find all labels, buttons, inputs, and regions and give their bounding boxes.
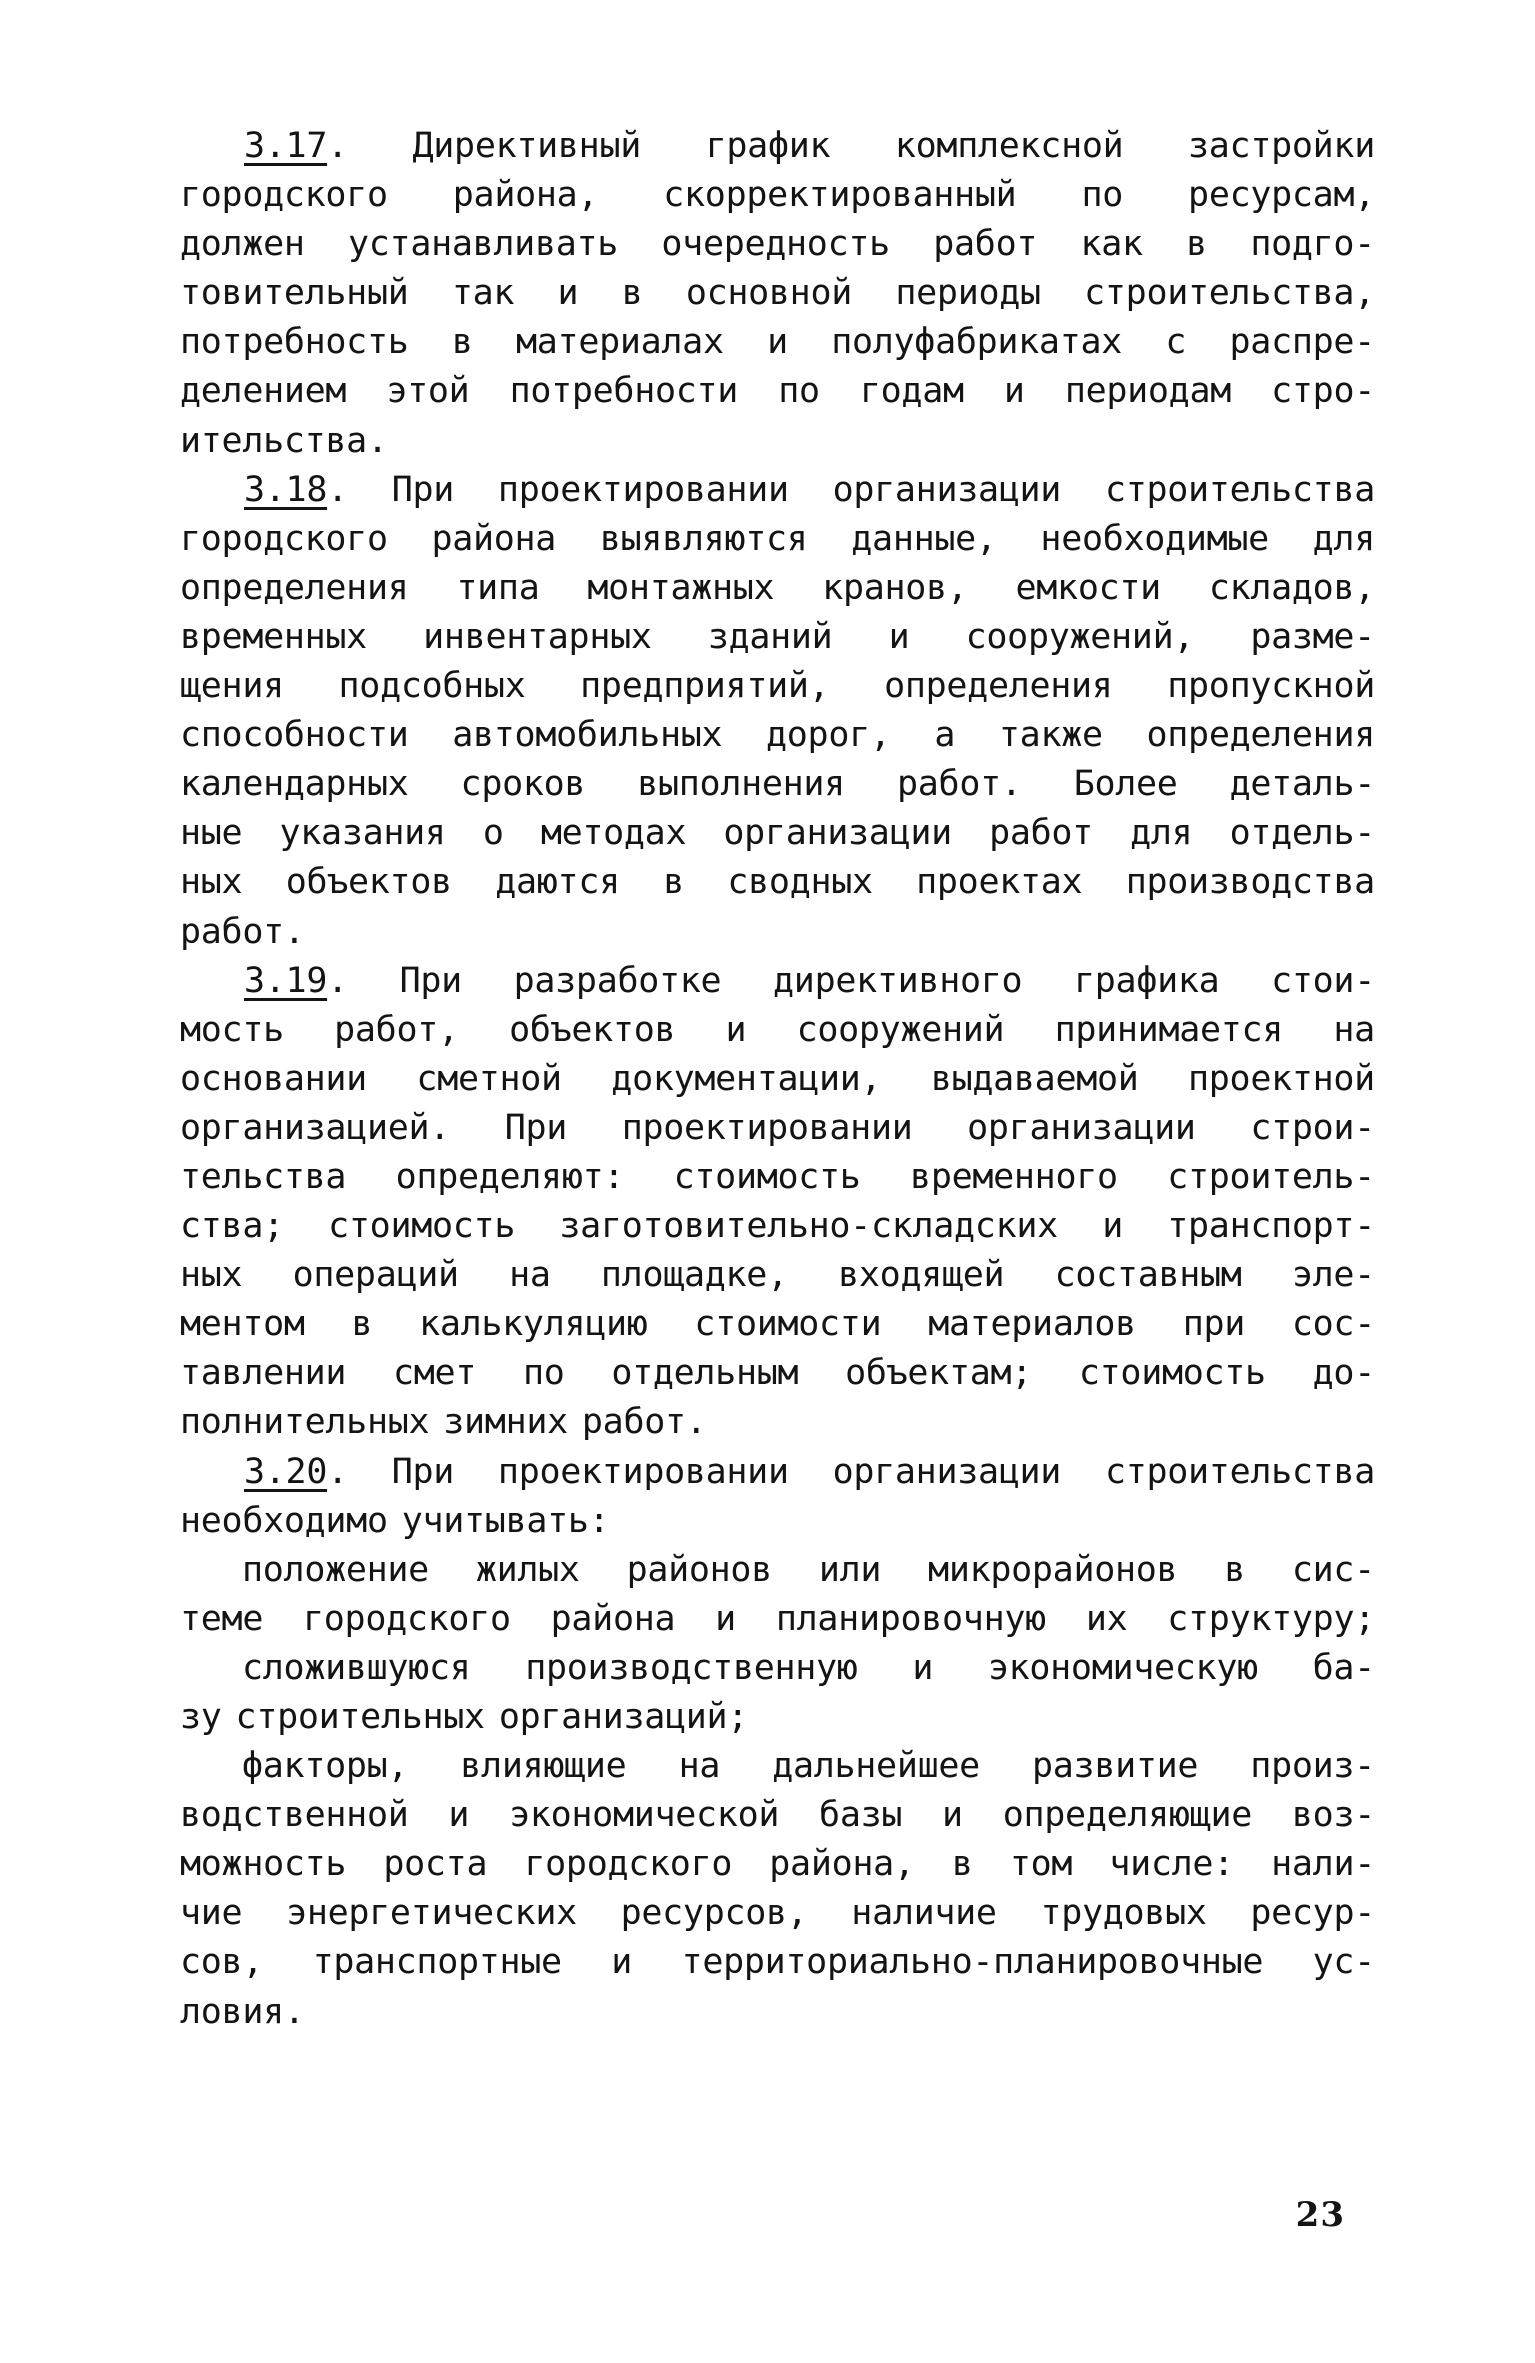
word: Директивный xyxy=(412,126,641,166)
word: развитие xyxy=(1032,1746,1199,1787)
paragraph-3-19 xyxy=(180,957,1375,1448)
word: ресурсов, xyxy=(620,1893,808,1934)
word: ные xyxy=(180,813,243,854)
word: жилых xyxy=(475,1549,580,1590)
word: водственной xyxy=(180,1795,409,1836)
word: работ. xyxy=(581,1402,707,1443)
word: района xyxy=(550,1598,676,1639)
word: принимается xyxy=(1054,1009,1284,1050)
word: 3.20. xyxy=(244,1451,348,1492)
text-line xyxy=(180,1448,1375,1497)
word: транспортные xyxy=(312,1942,562,1983)
word: проектах xyxy=(916,862,1083,903)
word: ресур- xyxy=(1250,1893,1375,1934)
word: производства xyxy=(1125,862,1375,903)
word: автомобильных xyxy=(452,715,723,756)
word: этой xyxy=(386,371,470,412)
text-line xyxy=(180,269,1375,318)
text-line xyxy=(180,318,1375,367)
text-line xyxy=(180,1644,1375,1693)
word: основной xyxy=(685,273,853,314)
word: сов, xyxy=(180,1942,264,1983)
word: 3.19. xyxy=(244,960,348,1001)
word: по xyxy=(522,1353,565,1394)
word: Более xyxy=(1073,764,1178,805)
text-line xyxy=(180,417,1375,466)
text-line xyxy=(180,662,1375,711)
word: выдаваемой xyxy=(930,1058,1139,1099)
section-number: 3.17 xyxy=(244,126,328,166)
word: воз- xyxy=(1291,1795,1375,1836)
word: выполнения xyxy=(637,764,845,805)
text-line xyxy=(180,1202,1375,1251)
word: стоимость xyxy=(673,1156,861,1197)
paragraph-3-18 xyxy=(180,466,1375,957)
word: сроков xyxy=(460,764,586,805)
word: график xyxy=(705,126,831,166)
word: даются xyxy=(495,862,620,903)
word: периодам xyxy=(1064,371,1231,412)
word: организации xyxy=(832,1451,1062,1492)
word: в xyxy=(351,1304,373,1345)
word: При xyxy=(391,1451,455,1492)
word: и xyxy=(912,1647,934,1688)
word: организацией. xyxy=(180,1107,451,1148)
word: определения xyxy=(180,567,409,608)
word: ства; xyxy=(180,1206,284,1247)
text-line xyxy=(180,1791,1375,1840)
word: также xyxy=(998,715,1103,756)
word: зданий xyxy=(707,616,833,657)
word: ус- xyxy=(1312,1942,1375,1983)
word: выявляются xyxy=(599,518,808,559)
word: и xyxy=(1003,371,1025,412)
word: очередность xyxy=(661,224,890,265)
word: района, xyxy=(769,1844,915,1885)
word: городского xyxy=(524,1844,733,1885)
word: периоды xyxy=(895,273,1041,314)
word: роста xyxy=(383,1844,488,1885)
word: строитель- xyxy=(1167,1156,1375,1197)
word: работ xyxy=(989,813,1093,854)
word: подсобных xyxy=(338,666,526,707)
word: потребность xyxy=(180,322,409,363)
word: отдельным xyxy=(611,1353,799,1394)
word: для xyxy=(1312,518,1375,559)
word: и xyxy=(557,273,579,314)
word: монтажных xyxy=(587,567,775,608)
word: При xyxy=(504,1107,568,1148)
word: смет xyxy=(393,1353,477,1394)
word: энергетических xyxy=(286,1893,577,1934)
text-line xyxy=(180,122,1375,171)
text-line xyxy=(180,1497,1375,1546)
word: теме xyxy=(180,1598,264,1639)
word: ба- xyxy=(1312,1647,1375,1688)
text-line xyxy=(180,220,1375,269)
word: стоимость xyxy=(328,1206,516,1247)
word: организации xyxy=(967,1107,1196,1148)
word: по xyxy=(778,371,820,412)
word: так xyxy=(451,273,515,314)
text-line xyxy=(180,1300,1375,1349)
word: При xyxy=(391,469,455,510)
word: щения xyxy=(180,666,284,707)
word: влияющие xyxy=(460,1746,627,1787)
word: необходимо xyxy=(180,1500,388,1541)
word: основании xyxy=(180,1058,367,1099)
paragraph-3-17 xyxy=(180,122,1375,466)
word: предприятий, xyxy=(580,666,830,707)
word: городского xyxy=(180,175,388,216)
word: чие xyxy=(180,1893,243,1934)
word: сметной xyxy=(416,1058,562,1099)
word: объектов xyxy=(285,862,452,903)
word: материалах xyxy=(516,322,724,363)
word: определяющие xyxy=(1002,1795,1252,1836)
word: и xyxy=(888,616,910,657)
word: складов, xyxy=(1208,567,1375,608)
word: тельства xyxy=(180,1156,347,1197)
word: о xyxy=(482,813,504,854)
word: экономическую xyxy=(987,1647,1258,1688)
word: и xyxy=(767,322,788,363)
word: с xyxy=(1165,322,1187,363)
word: зу xyxy=(180,1697,222,1737)
word: и xyxy=(611,1942,633,1983)
word: их xyxy=(1085,1598,1128,1639)
word: в xyxy=(663,862,685,903)
word: городского xyxy=(180,518,388,559)
word: по xyxy=(1081,175,1123,216)
word: положение xyxy=(242,1549,429,1590)
word: строительства xyxy=(1104,469,1375,510)
text-line xyxy=(180,1251,1375,1300)
word: объектам; xyxy=(845,1353,1033,1394)
word: определения xyxy=(884,666,1113,707)
word: районов xyxy=(626,1549,772,1590)
word: календарных xyxy=(180,764,409,805)
word: дальнейшее xyxy=(772,1746,980,1787)
word: стро- xyxy=(1271,371,1375,412)
word: калькуляцию xyxy=(419,1304,648,1345)
word: работ. xyxy=(180,911,305,952)
word: годам xyxy=(859,371,964,412)
word: стоимости xyxy=(694,1304,882,1345)
word: до- xyxy=(1312,1353,1375,1394)
word: базы xyxy=(819,1795,903,1836)
word: в xyxy=(621,273,643,314)
word: площадке, xyxy=(600,1255,788,1296)
word: проектировании xyxy=(497,1451,789,1492)
word: комплексной xyxy=(894,126,1124,166)
text-line xyxy=(180,1742,1375,1791)
word: сооружений xyxy=(796,1009,1005,1050)
word: 3.18. xyxy=(244,469,348,510)
word: на xyxy=(509,1255,551,1296)
word: производственную xyxy=(525,1647,858,1688)
word: работ xyxy=(933,224,1038,265)
word: потребности xyxy=(509,371,739,412)
list-item xyxy=(180,1644,1375,1742)
word: и xyxy=(715,1598,736,1639)
word: стоимость xyxy=(1078,1353,1266,1394)
list-item xyxy=(180,1546,1375,1644)
text-line xyxy=(180,957,1375,1006)
word: мость xyxy=(180,1009,284,1050)
word: или xyxy=(818,1549,882,1590)
word: сооружений, xyxy=(965,616,1195,657)
word: и xyxy=(448,1795,470,1836)
word: пропускной xyxy=(1167,666,1375,707)
word: эле- xyxy=(1291,1255,1375,1296)
word: организаций; xyxy=(498,1697,749,1737)
word: составным xyxy=(1054,1255,1242,1296)
word: в xyxy=(451,322,473,363)
word: при xyxy=(1182,1304,1246,1345)
word: должен xyxy=(180,224,305,265)
list-item xyxy=(180,1742,1375,2037)
word: и xyxy=(725,1009,747,1050)
word: как xyxy=(1080,224,1143,265)
word: проектировании xyxy=(621,1107,913,1148)
word: определения xyxy=(1146,715,1375,756)
word: сложившуюся xyxy=(242,1647,471,1688)
word: нали- xyxy=(1271,1844,1375,1885)
word: и xyxy=(942,1795,963,1836)
word: можность xyxy=(180,1844,347,1885)
word: а xyxy=(934,715,956,756)
word: проектировании xyxy=(497,469,789,510)
word: необходимые xyxy=(1040,518,1269,559)
word: для xyxy=(1130,813,1193,854)
text-line xyxy=(180,515,1375,564)
text-line xyxy=(180,1006,1375,1055)
word: кранов, xyxy=(822,567,968,608)
word: учитывать: xyxy=(401,1500,610,1541)
word: директивного xyxy=(773,960,1023,1001)
word: тавлении xyxy=(180,1353,347,1394)
text-line xyxy=(180,613,1375,662)
word: разме- xyxy=(1250,616,1375,657)
word: строительных xyxy=(235,1697,485,1737)
word: проектной xyxy=(1188,1058,1375,1099)
page-number: 23 xyxy=(1295,2195,1345,2235)
word: строительства, xyxy=(1084,273,1375,314)
word: и xyxy=(1102,1206,1123,1247)
word: района xyxy=(431,518,557,559)
text-line xyxy=(180,1398,1375,1447)
word: зимних xyxy=(443,1402,568,1443)
word: заготовительно-складских xyxy=(559,1206,1058,1247)
word: трудовых xyxy=(1040,1893,1207,1934)
section-number: 3.18 xyxy=(244,469,328,510)
word: произ- xyxy=(1250,1746,1375,1787)
word: ных xyxy=(180,862,243,903)
word: устанавливать xyxy=(348,224,619,265)
word: работ, xyxy=(334,1009,459,1050)
word: факторы, xyxy=(242,1746,409,1787)
word: на xyxy=(678,1746,721,1787)
word: временных xyxy=(180,616,367,657)
word: документации, xyxy=(611,1058,882,1099)
text-line xyxy=(180,1055,1375,1104)
word: разработке xyxy=(513,960,722,1001)
text-line xyxy=(180,1693,1375,1742)
word: микрорайонов xyxy=(928,1549,1178,1590)
word: ментом xyxy=(180,1304,305,1345)
word: распре- xyxy=(1229,322,1375,363)
word: дорог, xyxy=(766,715,891,756)
word: застройки xyxy=(1188,126,1375,166)
word: планировочную xyxy=(775,1598,1046,1639)
word: организации xyxy=(832,469,1062,510)
word: организации xyxy=(723,813,952,854)
text-line xyxy=(180,1938,1375,1987)
text-line xyxy=(180,809,1375,858)
word: подго- xyxy=(1250,224,1375,265)
word: сос- xyxy=(1291,1304,1375,1345)
word: транспорт- xyxy=(1167,1206,1375,1247)
word: способности xyxy=(180,715,409,756)
word: наличие xyxy=(851,1893,997,1934)
text-line xyxy=(180,760,1375,809)
word: строительства xyxy=(1104,1451,1375,1492)
text-line xyxy=(180,171,1375,220)
text-line xyxy=(180,564,1375,613)
word: работ. xyxy=(897,764,1022,805)
word: ных xyxy=(180,1255,243,1296)
word: делением xyxy=(180,371,347,412)
word: района, xyxy=(452,175,599,216)
word: 3.17. xyxy=(244,126,348,166)
word: методах xyxy=(540,813,687,854)
word: деталь- xyxy=(1229,764,1375,805)
word: на xyxy=(1333,1009,1375,1050)
text-line xyxy=(180,1153,1375,1202)
word: товительный xyxy=(180,273,409,314)
word: том xyxy=(1009,1844,1073,1885)
text-line xyxy=(180,858,1375,907)
word: числе: xyxy=(1109,1844,1234,1885)
text-line xyxy=(180,1595,1375,1644)
word: сводных xyxy=(727,862,873,903)
word: инвентарных xyxy=(423,616,652,657)
word: типа xyxy=(456,567,540,608)
text-line xyxy=(180,1349,1375,1398)
word: структуру; xyxy=(1167,1598,1375,1639)
text-line xyxy=(180,711,1375,760)
word: в xyxy=(1224,1549,1245,1590)
text-line xyxy=(180,367,1375,416)
section-number: 3.19 xyxy=(244,960,328,1001)
text-line xyxy=(180,908,1375,957)
word: ресурсам, xyxy=(1188,175,1375,216)
word: полнительных xyxy=(180,1402,430,1443)
word: операций xyxy=(292,1255,459,1296)
word: отдель- xyxy=(1229,813,1375,854)
word: ловия. xyxy=(180,1991,305,2032)
word: емкости xyxy=(1015,567,1161,608)
word: временного xyxy=(910,1156,1118,1197)
paragraph-3-20 xyxy=(180,1448,1375,1546)
word: сис- xyxy=(1291,1549,1375,1590)
word: строи- xyxy=(1250,1107,1375,1148)
text-line xyxy=(180,1988,1375,2037)
text-line xyxy=(180,1889,1375,1938)
word: объектов xyxy=(509,1009,676,1050)
section-number: 3.20 xyxy=(244,1451,328,1492)
word: данные, xyxy=(851,518,997,559)
word: ительства. xyxy=(180,420,388,461)
text-line xyxy=(180,1840,1375,1889)
word: городского xyxy=(303,1598,511,1639)
text-line xyxy=(180,1104,1375,1153)
word: в xyxy=(1186,224,1207,265)
body-text xyxy=(180,122,1375,2037)
text-line xyxy=(180,466,1375,515)
text-line xyxy=(180,1546,1375,1595)
word: территориально-планировочные xyxy=(681,1942,1264,1983)
word: стои- xyxy=(1271,960,1375,1001)
word: скорректированный xyxy=(663,175,1017,216)
word: определяют: xyxy=(395,1156,625,1197)
word: входящей xyxy=(838,1255,1005,1296)
word: экономической xyxy=(509,1795,780,1836)
word: материалов xyxy=(928,1304,1136,1345)
word: в xyxy=(951,1844,973,1885)
word: графика xyxy=(1074,960,1220,1001)
word: полуфабрикатах xyxy=(831,322,1123,363)
word: указания xyxy=(279,813,446,854)
word: При xyxy=(399,960,462,1001)
